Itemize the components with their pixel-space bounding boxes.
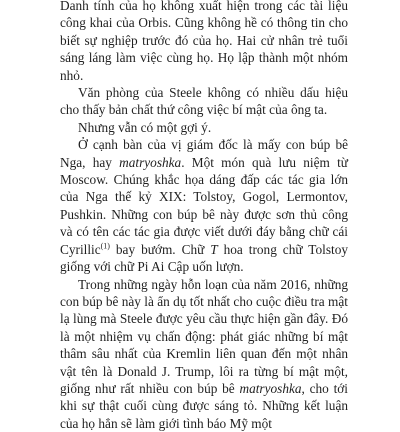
- text-run: Danh tính của họ không xuất hiện trong các tài liệu công khai của Orbis. Cũng không hề có thông tin cho biết sự nghiệp trước đó của họ. Hai cử nhân trẻ tuổi sáng láng làm việc cùng họ. Họ lập thành một nhóm nhỏ.: [60, 0, 348, 83]
- body-text: [60, 0, 348, 432]
- italic-text: matryoshka: [119, 155, 181, 170]
- text-run: Ở cạnh bàn của vị giám đốc là mấy con búp bê Nga, hay: [60, 137, 348, 169]
- text-run: Văn phòng của Steele không có nhiều dấu hiệu cho thấy bản chất thứ công việc bí mật của ông ta.: [60, 85, 348, 117]
- text-run: hoa trong chữ Tolstoy giống với chữ Pi Ai Cập uốn lượn.: [60, 242, 348, 274]
- text-run: , cho tới khi sự thật cuối cùng được sáng tỏ. Những kết luận của họ hẳn sẽ làm giới tình báo Mỹ một: [60, 381, 348, 431]
- paragraph: [60, 84, 348, 119]
- paragraph: [60, 276, 348, 432]
- text-run: Trong những ngày hỗn loạn của năm 2016, những con búp bê này là ẩn dụ tốt nhất cho cuộc điều tra mật lạ lùng mà Steele được yêu cầu thực hiện gần đây. Đó là một nhiệm vụ chấn động: phát giác những bí mật thâm sâu nhất của Kremlin liên quan đến một nhân vật tên là Donald J. Trump, lôi ra từng bí mật một, giống như rất nhiều con búp bê: [60, 277, 348, 396]
- paragraph: [60, 0, 348, 84]
- text-run: bay bướm. Chữ: [110, 242, 210, 257]
- paragraph: [60, 119, 348, 136]
- paragraph: [60, 136, 348, 275]
- italic-text: matryoshka: [239, 381, 301, 396]
- text-run: Nhưng vẫn có một gợi ý.: [78, 120, 211, 135]
- italic-text: T: [210, 242, 217, 257]
- text-run: . Một món quà lưu niệm từ Moscow. Chúng khắc họa dáng đấp các tác gia lớn của Nga thế kỷ XIX: Tolstoy, Gogol, Lermontov, Pushkin. Những con búp bê này được sơn thủ công và có tên các tác gia được viết dưới đáy bằng chữ cái Cyrillic: [60, 155, 348, 257]
- footnote-ref: (1): [101, 241, 110, 250]
